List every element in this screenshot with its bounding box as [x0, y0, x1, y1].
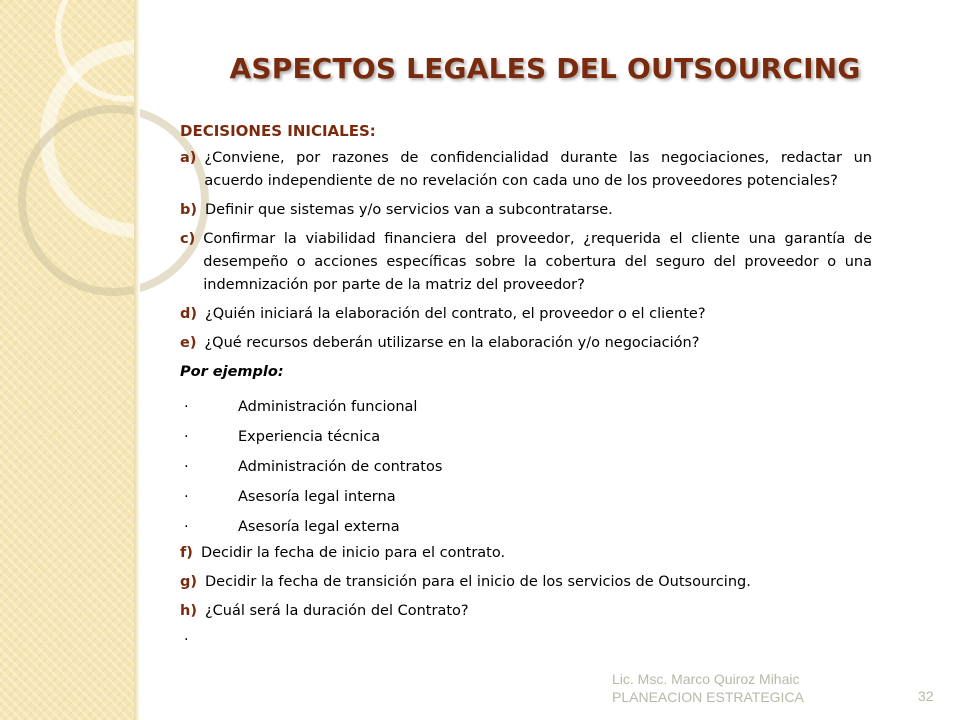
list-item-a	[180, 147, 872, 193]
slide-title: ASPECTOS LEGALES DEL OUTSOURCING	[229, 52, 861, 85]
list-item-h	[180, 600, 872, 623]
item-text: ¿Cuál será la duración del Contrato?	[204, 603, 469, 619]
list-item-f	[180, 542, 872, 565]
bullet-dot: ·	[184, 458, 189, 475]
item-text: ¿Conviene, por razones de confidencialidad durante las negociaciones, redactar un acuerdo independiente de no revelación con cada uno de los proveedores potenciales?	[204, 150, 872, 189]
trailing-bullet: ·	[184, 632, 189, 648]
item-marker: h)	[180, 603, 197, 619]
slide-content	[180, 120, 872, 652]
item-marker: f)	[180, 545, 193, 561]
item-marker: d)	[180, 306, 198, 322]
bullet-dot: ·	[184, 518, 189, 535]
list-item-c	[180, 228, 872, 297]
item-marker: a)	[180, 150, 197, 166]
item-text: ¿Quién iniciará la elaboración del contrato, el proveedor o el cliente?	[205, 306, 706, 322]
item-text: Definir que sistemas y/o servicios van a subcontratarse.	[205, 202, 613, 218]
example-text: Administración funcional	[238, 398, 418, 415]
example-item	[180, 392, 872, 422]
example-text: Administración de contratos	[238, 458, 443, 475]
item-marker: c)	[180, 231, 196, 247]
example-text: Experiencia técnica	[238, 428, 381, 445]
list-item-e	[180, 332, 872, 355]
example-item	[180, 422, 872, 452]
item-marker: g)	[180, 574, 198, 590]
item-text: Decidir la fecha de inicio para el contrato.	[200, 545, 506, 561]
list-item-g	[180, 571, 872, 594]
item-text: Confirmar la viabilidad financiera del proveedor, ¿requerida el cliente una garantía de desempeño o acciones específicas sobre la cobertura del seguro del proveedor o una indemnización por parte de la matriz del proveedor?	[203, 231, 872, 293]
item-text: Decidir la fecha de transición para el inicio de los servicios de Outsourcing.	[205, 574, 751, 590]
example-item	[180, 512, 872, 542]
example-label: Por ejemplo:	[180, 364, 284, 380]
item-marker: b)	[180, 202, 198, 218]
bullet-dot: ·	[184, 398, 189, 415]
decorative-side-band	[0, 0, 134, 720]
example-item	[180, 452, 872, 482]
footer	[612, 670, 804, 706]
example-text: Asesoría legal interna	[238, 488, 396, 505]
item-marker: e)	[180, 335, 197, 351]
bullet-dot: ·	[184, 428, 189, 445]
page-number: 32	[918, 688, 934, 704]
band-edge-shadow	[134, 0, 140, 720]
example-item	[180, 482, 872, 512]
item-text: ¿Qué recursos deberán utilizarse en la elaboración y/o negociación?	[204, 335, 700, 351]
section-heading: DECISIONES INICIALES:	[180, 122, 376, 140]
bullet-dot: ·	[184, 488, 189, 505]
footer-author: Lic. Msc. Marco Quiroz Mihaic	[612, 671, 800, 687]
footer-course: PLANEACION ESTRATEGICA	[612, 689, 804, 705]
list-item-b	[180, 199, 872, 222]
list-item-d	[180, 303, 872, 326]
example-text: Asesoría legal externa	[238, 518, 400, 535]
